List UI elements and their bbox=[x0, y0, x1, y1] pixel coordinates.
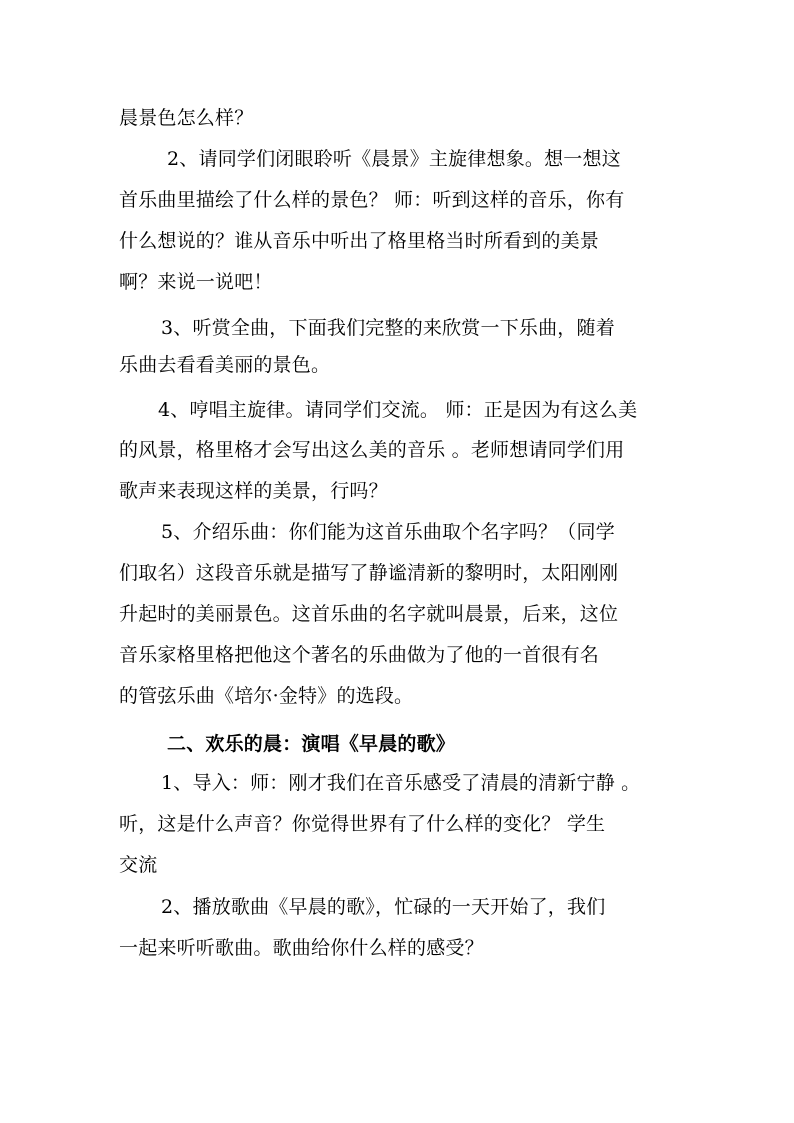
text-line-1: 晨景色怎么样？ bbox=[119, 107, 254, 129]
paragraph-5-line-1: 5、介绍乐曲：你们能为这首乐曲取个名字吗？（同学 bbox=[161, 521, 615, 543]
paragraph-3-line-1: 3、听赏全曲，下面我们完整的来欣赏一下乐曲，随着 bbox=[161, 317, 615, 339]
paragraph-4-line-2: 的风景，格里格才会写出这么美的音乐 。老师想请同学们用 bbox=[119, 439, 625, 461]
paragraph-6-line-2: 听，这是什么声音？你觉得世界有了什么样的变化？ 学生 bbox=[119, 813, 606, 835]
paragraph-7-line-1: 2、播放歌曲《早晨的歌》，忙碌的一天开始了，我们 bbox=[161, 896, 606, 918]
paragraph-4-line-1: 4、哼唱主旋律。请同学们交流。 师：正是因为有这么美 bbox=[158, 399, 638, 421]
paragraph-4-line-3: 歌声来表现这样的美景，行吗？ bbox=[119, 480, 388, 502]
paragraph-2-line-4: 啊？来说一说吧！ bbox=[119, 271, 273, 293]
section-heading-2: 二、欢乐的晨：演唱《早晨的歌》 bbox=[167, 733, 456, 755]
paragraph-2-line-3: 什么想说的？谁从音乐中听出了格里格当时所看到的美景 bbox=[119, 230, 600, 252]
paragraph-5-line-4: 音乐家格里格把他这个著名的乐曲做为了他的一首很有名 bbox=[119, 644, 600, 666]
paragraph-3-line-2: 乐曲去看看美丽的景色。 bbox=[119, 354, 331, 376]
paragraph-6-line-1: 1、导入：师：刚才我们在音乐感受了清晨的清新宁静 。 bbox=[161, 772, 641, 794]
paragraph-5-line-2: 们取名）这段音乐就是描写了静谧清新的黎明时，太阳刚刚 bbox=[119, 562, 619, 584]
paragraph-2-line-2: 首乐曲里描绘了什么样的景色？ 师：听到这样的音乐，你有 bbox=[119, 189, 625, 211]
paragraph-2-line-1: 2、请同学们闭眼聆听《晨景》主旋律想象。想一想这 bbox=[167, 148, 621, 170]
paragraph-5-line-5: 的管弦乐曲《培尔·金特》的选段。 bbox=[119, 685, 414, 707]
paragraph-7-line-2: 一起来听听歌曲。歌曲给你什么样的感受？ bbox=[119, 937, 484, 959]
paragraph-5-line-3: 升起时的美丽景色。这首乐曲的名字就叫晨景，后来，这位 bbox=[119, 603, 619, 625]
paragraph-6-line-3: 交流 bbox=[119, 854, 158, 876]
